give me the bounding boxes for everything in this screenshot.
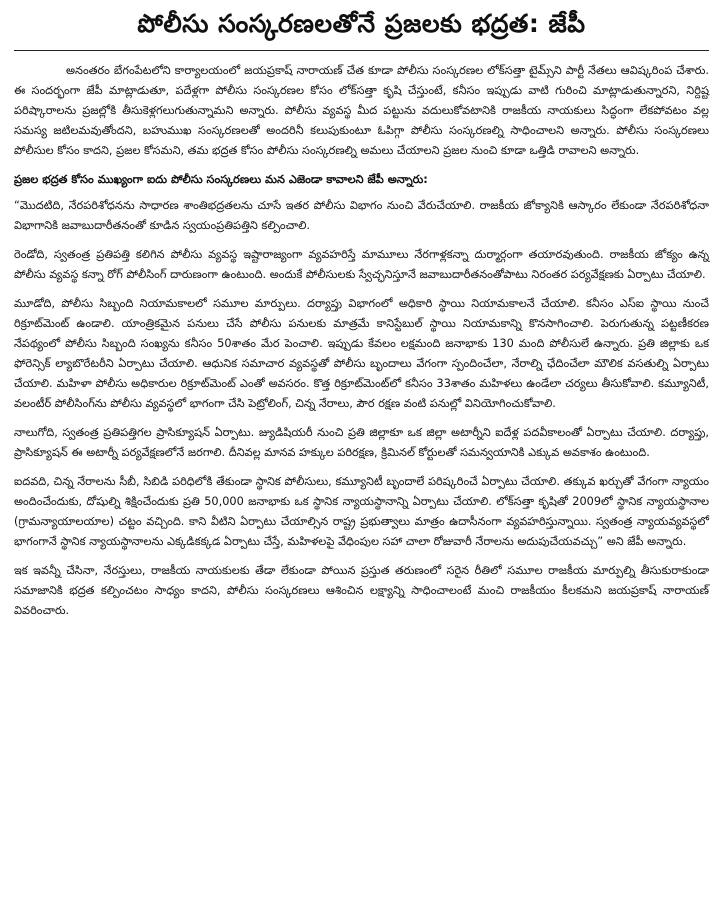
- article-paragraph: ఐదవది, చిన్న నేరాలను సీబీ, సిబిడి పరిధిలోకి తేకుండా స్థానిక పోలీసులు, కమ్యూనిటీ బృందాలే పరిష్కరించే ఏర్పాటు చేయాలి. తక్కువ ఖర్చుతో వేగంగా న్యాయం అందించేందుకు, దోషుల్ని శిక్షించేందుకు ప్రతి 50,000 జనాభాకు ఒక స్థానిక న్యాయస్థానాన్ని ఏర్పాటు చేయాలి. లోక్‌సత్తా కృషితో 2009లో స్థానిక న్యాయస్థానాల (గ్రామన్యాయాలయాల) చట్టం వచ్చింది. కాని వీటిని ఏర్పాటు చేయాల్సిన రాష్ట్ర ప్రభుత్వాలు మాత్రం ఉదాసీనంగా వ్యవహరిస్తున్నాయి. స్వతంత్ర న్యాయవ్యవస్థలో భాగంగానే స్థానిక న్యాయస్థానాలను ఎక్కడికక్కడ ఏర్పాటు చేస్తే, మహిళలపై వేధింపుల సహా చాలా రోజువారీ నేరాలను అదుపుచేయవచ్చు” అని జేపీ అన్నారు.: [14, 475, 709, 548]
- article-paragraph: మూడోది, పోలీసు సిబ్బంది నియామకాలలో సమూల మార్పులు. దర్యాప్తు విభాగంలో అధికారి స్థాయి నియామకాలనే చేయాలి. కనీసం ఎస్ఐ స్థాయి నుంచే రిక్రూట్‌మెంట్ ఉండాలి. యాంత్రికమైన పనులు చేసే పోలీసు పనులకు మాత్రమే కానిస్టేబుల్ స్థాయి నియామకాన్ని కొనసాగించాలి. పెరుగుతున్న పట్టణీకరణ నేపథ్యంలో పోలీసు సిబ్బంది సంఖ్యను కనీసం 50శాతం మేర పెంచాలి. ఇప్పుడు కేవలం లక్షమంది జనాభాకు 130 మంది పోలీసులే ఉన్నారు. ప్రతి జిల్లాకు ఒక ఫోరెన్సిక్ ల్యాబొరేటరీని ఏర్పాటు చేయాలి. ఆధునిక సమాచార వ్యవస్థతో పోలీసు బృందాలు వేగంగా స్పందించేలా, నేరాల్ని ఛేదించేలా మౌలిక వసతుల్ని ఏర్పాటు చేయాలి. మహిళా పోలీసు అధికారుల రిక్రూట్‌మెంట్ ఎంతో అవసరం. కొత్త రిక్రూట్‌మెంట్‌లో కనీసం 33శాతం మహిళలు ఉండేలా చర్యలు తీసుకోవాలి. కమ్యూనిటీ, వలంటీర్ పోలీసింగ్‌ను పోలీసు వ్యవస్థలో భాగంగా చేసి పెట్రోలింగ్, చిన్న నేరాలు, పౌర రక్షణ వంటి పనుల్లో వినియోగించుకోవాలి.: [14, 297, 710, 410]
- article-paragraph: నాలుగోది, స్వతంత్ర ప్రతిపత్తిగల ప్రాసిక్యూషన్ ఏర్పాటు. జ్యుడిషియరీ నుంచి ప్రతి జిల్లాకూ ఒక జిల్లా అటార్నీని ఐదేళ్ల పదవీకాలంతో ఏర్పాటు చేయాలి. దర్యాప్తు, ప్రాసిక్యూషన్ ఈ అటార్నీ పర్యవేక్షణలోనే జరగాలి. దీనివల్ల మానవ హక్కుల పరిరక్షణ, క్రిమినల్ కోర్టులతో సమన్వయానికి ఎక్కువ అవకాశం ఉంటుంది.: [14, 426, 709, 459]
- headline-divider: [14, 50, 709, 51]
- article-paragraph: ఇక ఇవన్నీ చేసినా, నేరస్తులు, రాజకీయ నాయకులకు తేడా లేకుండా పోయిన ప్రస్తుత తరుణంలో సరైన రీతిలో సమూల రాజకీయ మార్పుల్ని తీసుకురాకుండా సమాజానికి భద్రత కల్పించటం సాధ్యం కాదని, పోలీసు సంస్కరణలు ఆశించిన లక్ష్యాన్ని సాధించాలంటే మంచి రాజకీయం కీలకమని జయప్రకాష్ నారాయణ్ వివరించారు.: [14, 564, 709, 617]
- article-subheading: ప్రజల భద్రత కోసం ముఖ్యంగా ఐదు పోలీసు సంస్కరణలు మన ఎజెండా కావాలని జేపీ అన్నారు:: [14, 173, 428, 186]
- article-paragraph: అనంతరం బేగంపేటలోని కార్యాలయంలో జయప్రకాష్ నారాయణ్ చేత కూడా పోలీసు సంస్కరణల లోక్‌సత్తా టైమ్స్‌ని పార్టీ నేతలు ఆవిష్కరింప చేశారు. ఈ సందర్భంగా జేపీ మాట్లాడుతూ, పదేళ్లగా పోలీసు సంస్కరణల కోసం లోక్‌సత్తా కృషి చేస్తుంటే, కనీసం ఇప్పుడు వాటి గురించి మాట్లాడుతున్నారని, నిర్దిష్ట పరిష్కారాలను ప్రజల్లోకి తీసుకెళ్లగలుగుతున్నామని అన్నారు. పోలీసు వ్యవస్థ మీద పట్టును వదులుకోవటానికి రాజకీయ నాయకులు సిద్ధంగా లేకపోవటం వల్ల సమస్య జటిలమవుతోందని, బహుముఖ సంస్కరణలతో అందరినీ కలుపుకుంటూ ఓపిగ్గా పోలీసు సంస్కరణల్ని సాధించాలని అన్నారు. పోలీసు సంస్కరణలు పోలీసుల కోసం కాదని, ప్రజల కోసమని, తమ భద్రత కోసం పోలీసు సంస్కరణల్ని అమలు చేయాలని ప్రజల నుంచి కూడా ఒత్తిడి రావాలని అన్నారు.: [14, 64, 709, 157]
- article-paragraph: “మొదటిది, నేరపరిశోధనను సాధారణ శాంతిభద్రతలను చూసే ఇతర పోలీసు విభాగం నుంచి వేరుచేయాలి. రాజకీయ జోక్యానికి ఆస్కారం లేకుండా నేరపరిశోధనా విభాగానికి జవాబుదారీతనంతో కూడిన స్వయంప్రతిపత్తిని కల్పించాలి.: [14, 199, 709, 232]
- article-headline: పోలీసు సంస్కరణలతోనే ప్రజలకు భద్రత: జేపీ: [137, 9, 586, 38]
- article-paragraph: రెండోది, స్వతంత్ర ప్రతిపత్తి కలిగిన పోలీసు వ్యవస్థ ఇష్టారాజ్యంగా వ్యవహరిస్తే మామూలు నేరగాళ్లకన్నా దుర్మార్గంగా తయారవుతుంది. రాజకీయ జోక్యం ఉన్న పోలీసు వ్యవస్థ కన్నా రోగ్ పోలీసింగ్ దారుణంగా ఉంటుంది. అందుకే పోలీసులకు స్వేచ్ఛనిస్తూనే జవాబుదారీతనంతోపాటు నిరంతర పర్యవేక్షణకు ఏర్పాటు చేయాలి.: [14, 248, 709, 281]
